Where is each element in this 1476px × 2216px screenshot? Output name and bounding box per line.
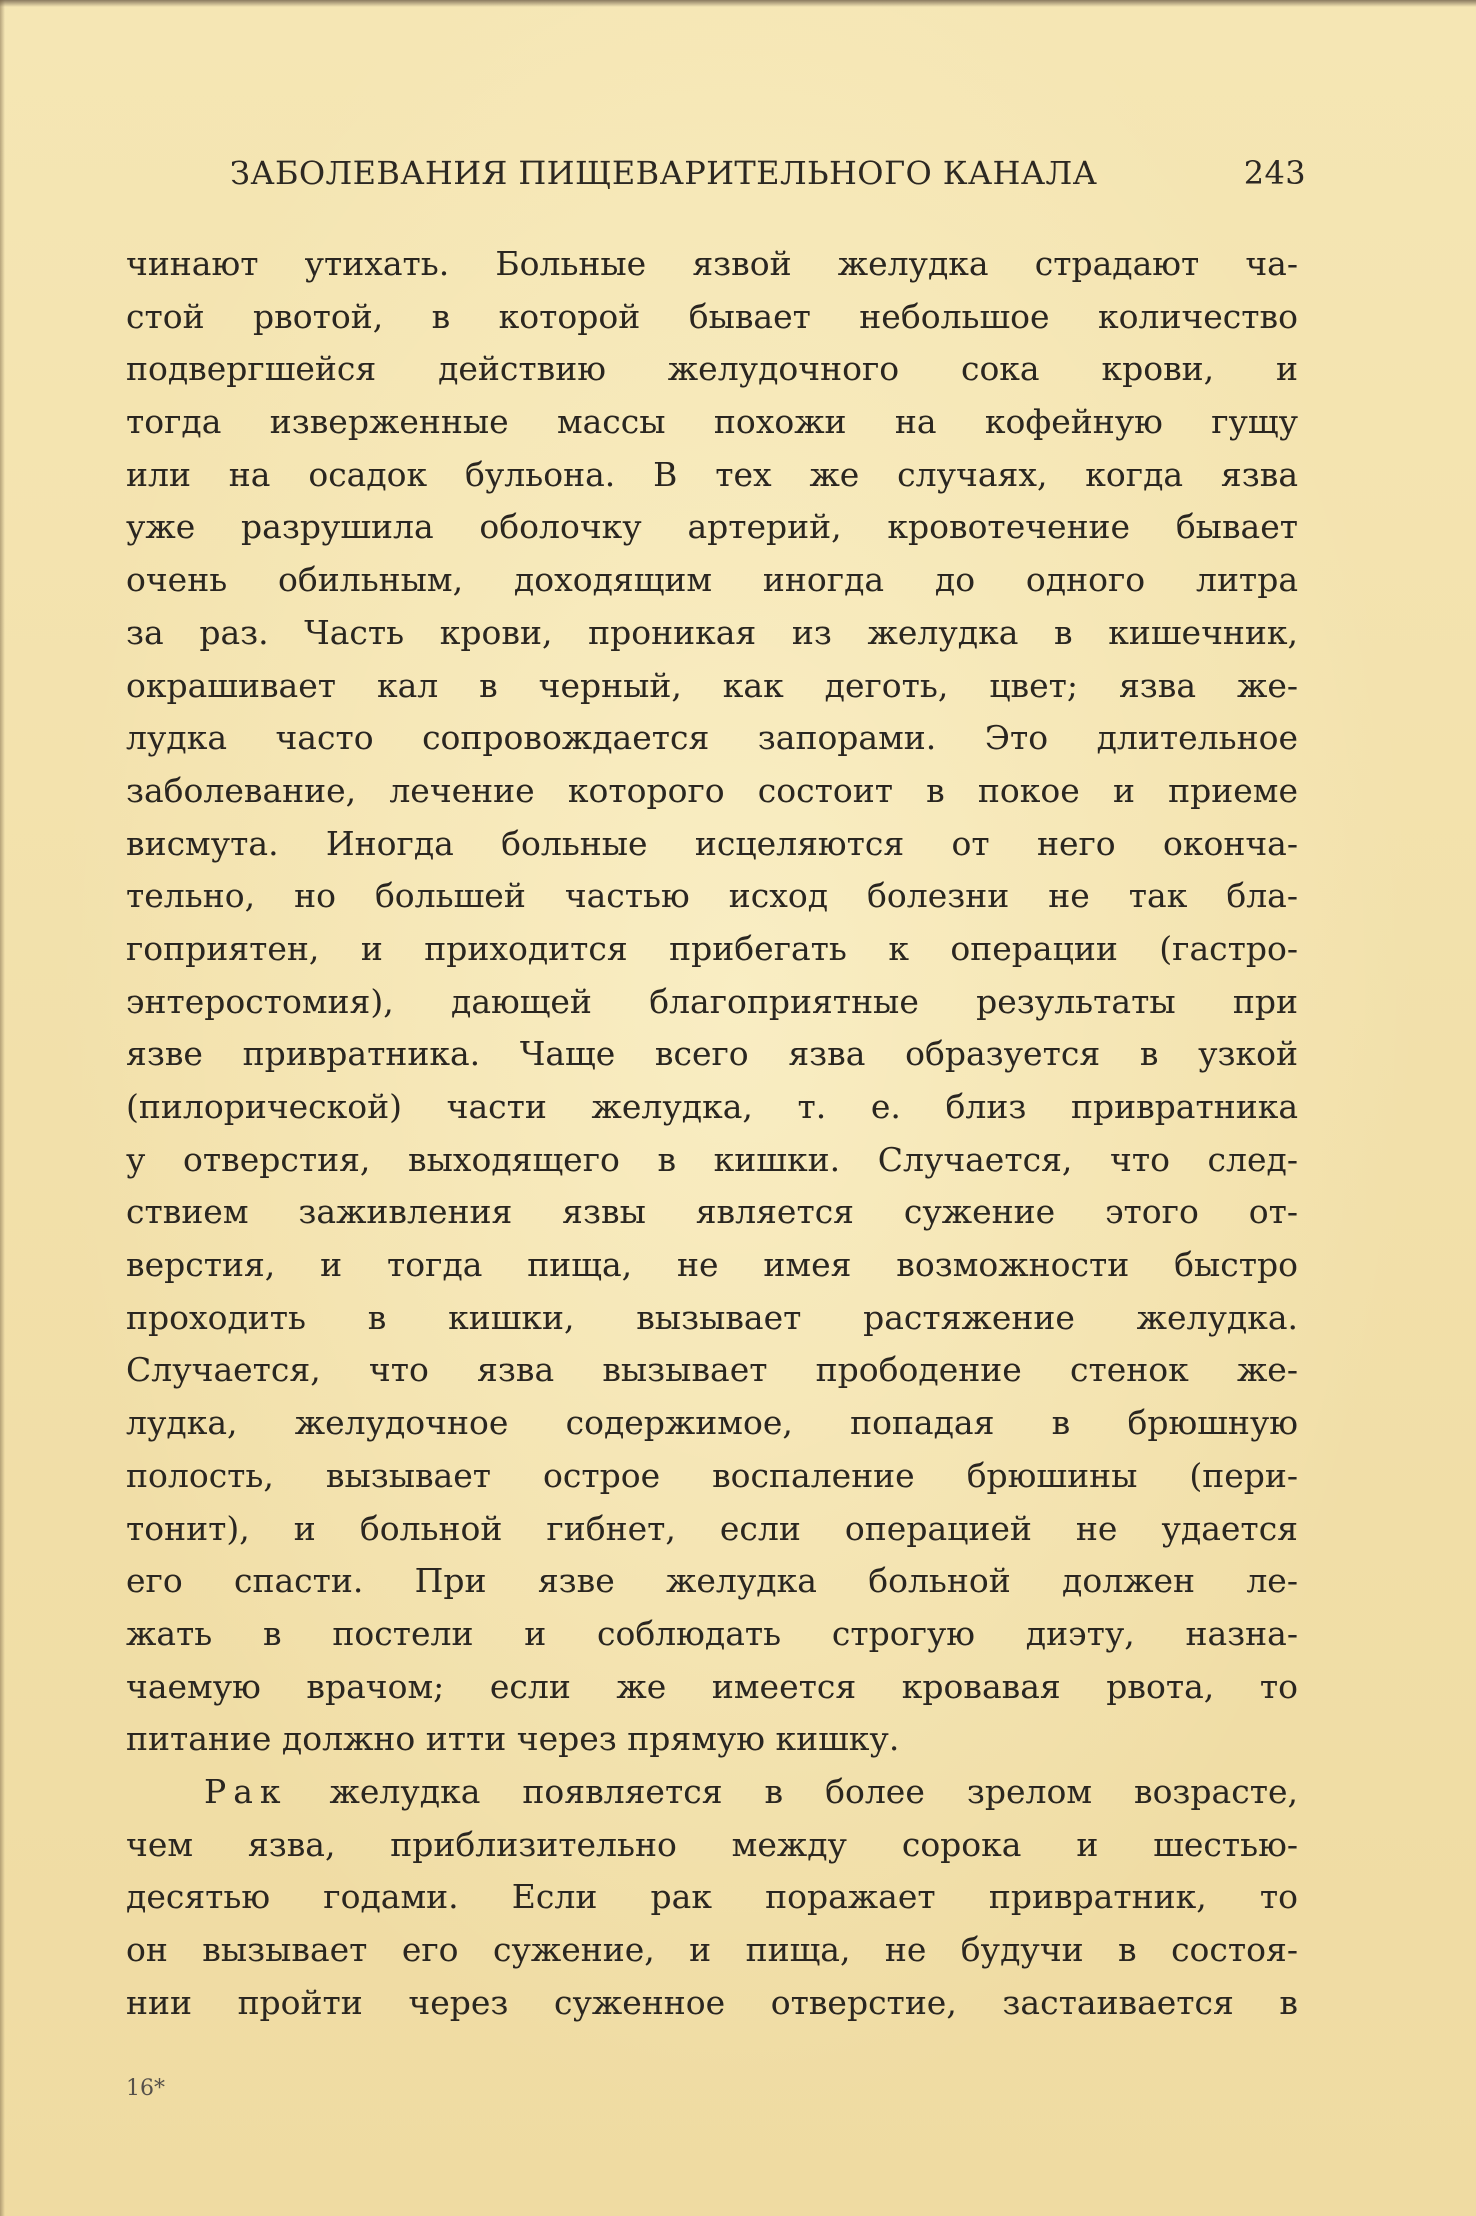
- text-line: десятью годами. Если рак поражает привратник, то: [126, 1877, 1298, 1917]
- text-line: за раз. Часть крови, проникая из желудка в кишечник,: [126, 612, 1298, 652]
- text-line: [126, 1766, 1298, 1819]
- text-line: ствием заживления язвы является сужение этого от-: [126, 1192, 1298, 1232]
- text-line: подвергшейся действию желудочного сока крови, и: [126, 349, 1298, 389]
- text-line: очень обильным, доходящим иногда до одного литра: [126, 560, 1298, 600]
- page-left-shadow: [0, 0, 5, 2216]
- text-line: (пилорической) части желудка, т. е. близ привратника: [126, 1087, 1298, 1126]
- spaced-term: Рак: [204, 1771, 288, 1811]
- text-line: гоприятен, и приходится прибегать к операции (гастро-: [126, 928, 1298, 968]
- body-text: [126, 238, 1298, 2029]
- text-line: висмута. Иногда больные исцеляются от него оконча-: [126, 823, 1298, 863]
- text-line: он вызывает его сужение, и пища, не будучи в состоя-: [126, 1930, 1298, 1969]
- text-line: заболевание, лечение которого состоит в покое и приеме: [126, 770, 1298, 810]
- text-line: тогда изверженные массы похожи на кофейную гущу: [126, 402, 1298, 442]
- text-line: чаемую врачом; если же имеется кровавая рвота, то: [126, 1666, 1298, 1706]
- page-top-shadow: [0, 0, 1476, 7]
- running-head: [126, 150, 1306, 196]
- text-line: нии пройти через суженное отверстие, застаивается в: [126, 1982, 1298, 2022]
- text-line: лудка часто сопровождается запорами. Это длительное: [126, 718, 1298, 758]
- text-line: тельно, но большей частью исход болезни не так бла-: [126, 876, 1298, 916]
- first-line-rest: желудка появляется в более зрелом возрасте,: [329, 1771, 1298, 1811]
- text-line: тонит), и больной гибнет, если операцией не удается: [126, 1508, 1298, 1548]
- signature-mark: 16*: [126, 2076, 165, 2101]
- text-line: стой рвотой, в которой бывает небольшое количество: [126, 296, 1298, 336]
- text-line: язве привратника. Чаще всего язва образуется в узкой: [126, 1034, 1298, 1074]
- text-line: лудка, желудочное содержимое, попадая в брюшную: [126, 1403, 1298, 1443]
- text-line: окрашивает кал в черный, как деготь, цвет; язва же-: [126, 665, 1298, 705]
- text-line: уже разрушила оболочку артерий, кровотечение бывает: [126, 507, 1298, 547]
- paragraph-cancer: [126, 1766, 1298, 2029]
- text-line: или на осадок бульона. В тех же случаях, когда язва: [126, 454, 1298, 494]
- text-line: чинают утихать. Больные язвой желудка страдают ча-: [126, 244, 1298, 283]
- text-line: жать в постели и соблюдать строгую диэту, назна-: [126, 1613, 1298, 1653]
- text-line: полость, вызывает острое воспаление брюшины (пери-: [126, 1455, 1298, 1495]
- text-line: верстия, и тогда пища, не имея возможности быстро: [126, 1245, 1298, 1285]
- text-line: чем язва, приблизительно между сорока и шестью-: [126, 1824, 1298, 1864]
- text-line: его спасти. При язве желудка больной должен ле-: [126, 1561, 1298, 1601]
- text-line: энтеростомия), дающей благоприятные результаты при: [126, 981, 1298, 1021]
- running-head-title: ЗАБОЛЕВАНИЯ ПИЩЕВАРИТЕЛЬНОГО КАНАЛА: [230, 154, 1098, 192]
- text-line: проходить в кишки, вызывает растяжение желудка.: [126, 1297, 1298, 1337]
- text-line: Случается, что язва вызывает прободение стенок же-: [126, 1350, 1298, 1390]
- text-line: питание должно итти через прямую кишку.: [126, 1719, 900, 1759]
- page-number: 243: [1243, 154, 1306, 192]
- text-line: у отверстия, выходящего в кишки. Случается, что след-: [126, 1139, 1298, 1179]
- paragraph-ulcer: [126, 238, 1298, 1766]
